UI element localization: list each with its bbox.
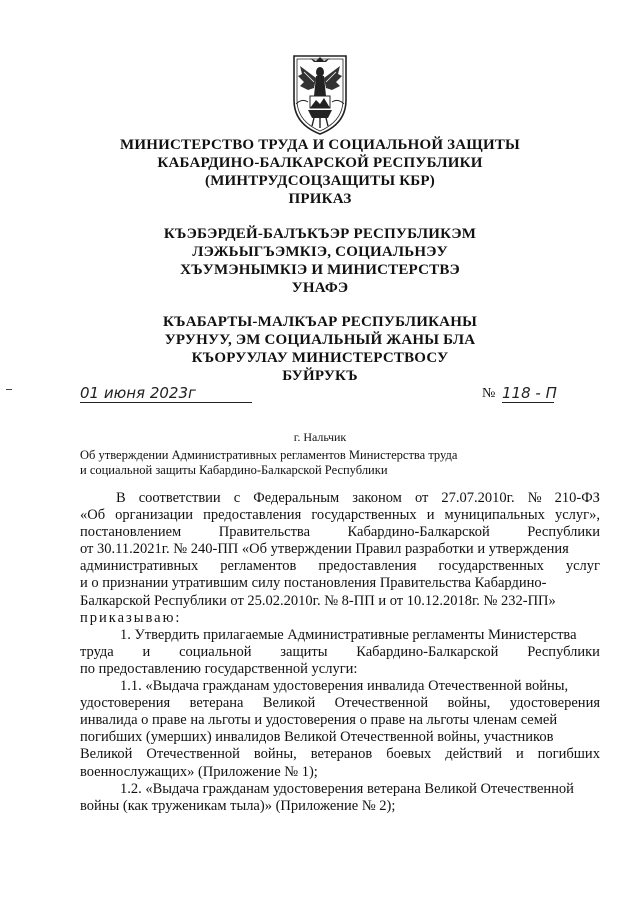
body-word: ветеранов [310, 746, 373, 763]
header-line: КЪАБАРТЫ-МАЛКЪАР РЕСПУБЛИКАНЫ [162, 314, 478, 330]
body-word: удостоверения [80, 695, 171, 712]
header-line: КЪОРУУЛАУ МИНИСТЕРСТВОСУ [191, 350, 449, 366]
body-word: муниципальных [444, 507, 545, 524]
body-word: Кабардино-Балкарской [347, 524, 490, 541]
body-word: Правительства [218, 524, 311, 541]
body-word: организации [115, 507, 194, 524]
body-word: ветерана [189, 695, 244, 712]
header-line: КАБАРДИНО-БАЛКАРСКОЙ РЕСПУБЛИКИ [157, 155, 483, 171]
body-line: по предоставлению государственной услуги: [80, 660, 358, 677]
order-number: 118 - П [502, 384, 557, 402]
body-word: Отечественной [146, 746, 240, 763]
body-word: Кабардино-Балкарской [356, 643, 499, 660]
header-line: МИНИСТЕРСТВО ТРУДА И СОЦИАЛЬНОЙ ЗАЩИТЫ [120, 137, 520, 153]
body-word: социальной [179, 643, 252, 660]
body-line [80, 524, 600, 541]
body-word: Отечественной [334, 695, 429, 712]
body-word: Великой [80, 746, 133, 763]
body-word: административных [80, 558, 199, 575]
order-number-label: № [482, 386, 496, 401]
body-line: погибших (умерших) инвалидов Великой Отечественной войны, участников [80, 729, 554, 746]
body-word: Республики [527, 643, 600, 660]
header-line: КЪЭБЭРДЕЙ-БАЛЪКЪЭР РЕСПУБЛИКЭМ [163, 226, 477, 242]
number-underline [502, 402, 554, 403]
body-word: с [233, 490, 241, 506]
header-line: (МИНТРУДСОЦЗАЩИТЫ КБР) [205, 173, 435, 189]
body-word: от [414, 490, 429, 506]
body-line: 1. Утвердить прилагаемые Административные регламенты Министерства [120, 626, 577, 643]
body-word: регламентов [220, 558, 297, 575]
subject-line: Об утверждении Административных регламентов Министерства труда [80, 448, 458, 462]
body-word: законом [352, 490, 402, 506]
header-line: УРУНУУ, ЭМ СОЦИАЛЬНЫЙ ЖАНЫ БЛА [164, 332, 476, 348]
margin-mark [6, 389, 12, 390]
subject-line: и социальной защиты Кабардино-Балкарской Республики [80, 463, 388, 477]
body-word: соответствии [138, 490, 221, 506]
body-line [80, 507, 600, 524]
body-line [80, 695, 600, 712]
body-line: 1.2. «Выдача гражданам удостоверения ветерана Великой Отечественной [120, 780, 574, 797]
body-word: труда [80, 643, 114, 660]
body-word: Великой [262, 695, 316, 712]
body-word: защиты [280, 643, 328, 660]
header-line: ЛЭЖЬЫГЪЭМКIЭ, СОЦИАЛЬНЭУ [192, 244, 448, 260]
body-line: военнослужащих» (Приложение № 1); [80, 763, 318, 780]
header-doc-type: УНАФЭ [291, 280, 349, 296]
body-line: от 30.11.2021г. № 240-ПП «Об утверждении Правил разработки и утверждения [80, 541, 569, 558]
body-word: В [116, 490, 126, 506]
body-line: 1.1. «Выдача гражданам удостоверения инвалида Отечественной войны, [120, 678, 569, 695]
order-city: г. Нальчик [293, 430, 347, 444]
body-word: боевых [386, 746, 432, 763]
header-ministry-kabardian [60, 225, 580, 297]
order-subject [80, 448, 457, 478]
order-date: 01 июня 2023г [80, 384, 196, 402]
body-word: 210-ФЗ [554, 490, 600, 506]
body-word: постановлением [80, 524, 182, 541]
body-word: Республики [527, 524, 600, 541]
body-line: и о признании утратившим силу постановления Правительства Кабардино- [80, 575, 547, 592]
body-line [80, 746, 600, 763]
body-line [80, 644, 600, 661]
body-word: «Об [80, 507, 106, 524]
date-underline [80, 402, 252, 403]
body-line: инвалида о праве на льготы и удостоверения о праве на льготы членам семей [80, 712, 558, 729]
header-ministry-russian [60, 136, 580, 208]
body-word: и [426, 507, 435, 524]
body-word: государственных [311, 507, 417, 524]
body-line: Балкарской Республики от 25.02.2010г. № 8-ПП и от 10.12.2018г. № 232-ПП» [80, 592, 556, 609]
body-line: войны (как труженикам тыла)» (Приложение № 2); [80, 797, 396, 814]
body-word: действий [445, 746, 502, 763]
body-word: удостоверения [509, 695, 600, 712]
body-line [80, 490, 600, 507]
body-word: услуг», [554, 507, 600, 524]
order-body [80, 490, 600, 815]
body-word: № [527, 490, 542, 506]
body-word: Федеральным [253, 490, 340, 506]
body-word: и [515, 746, 524, 763]
body-word: предоставления [318, 558, 417, 575]
body-line-decision: приказываю: [80, 609, 182, 626]
body-word: предоставления [203, 507, 302, 524]
body-word: государственных [438, 558, 544, 575]
body-word: погибших [537, 746, 600, 763]
body-word: 27.07.2010г. [441, 490, 515, 506]
body-word: услуг [565, 558, 600, 575]
body-word: войны, [447, 695, 491, 712]
header-doc-type: ПРИКАЗ [288, 191, 352, 207]
body-word: войны, [253, 746, 297, 763]
header-line: ХЪУМЭНЫМКIЭ И МИНИСТЕРСТВЭ [180, 262, 460, 278]
header-ministry-balkar [60, 313, 580, 385]
body-line [80, 558, 600, 575]
header-doc-type: БУЙРУКЪ [282, 368, 358, 384]
body-word: и [142, 643, 151, 660]
coat-of-arms-emblem [288, 52, 352, 136]
